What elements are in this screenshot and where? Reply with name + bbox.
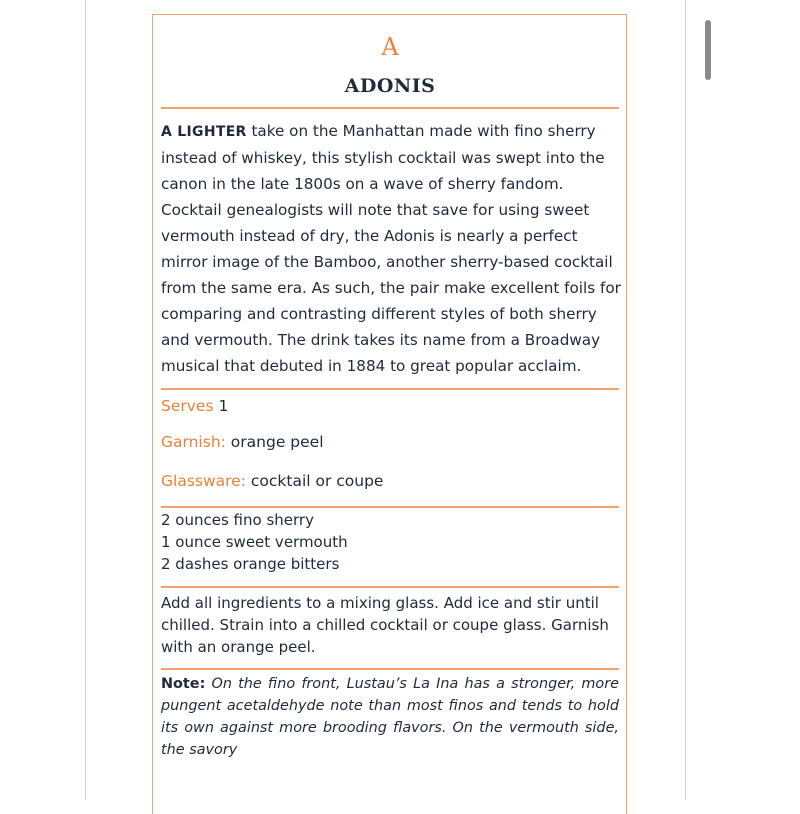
- garnish-line: [161, 431, 324, 453]
- ingredients-list: [161, 509, 348, 575]
- initial-letter-ornament: A: [381, 33, 399, 61]
- serves-label: Serves: [161, 397, 214, 415]
- intro-body: take on the Manhattan made with fino sherry instead of whiskey, this stylish cocktail was swept into the canon in the late 1800s on a wave of sherry fandom. Cocktail genealogists will note that save for using sweet vermouth instead of dry, the Adonis is nearly a perfect mirror image of the Bamboo, another sherry-based cocktail from the same era. As such, the pair make excellent foils for comparing and contrasting different styles of both sherry and vermouth. The drink takes its name from a Broadway musical that debuted in 1884 to great popular acclaim.: [161, 122, 621, 375]
- divider-title: [161, 107, 619, 109]
- divider-method: [161, 668, 619, 670]
- method-text: Add all ingredients to a mixing glass. Add ice and stir until chilled. Strain into a chilled cocktail or coupe glass. Garnish with an orange peel.: [161, 594, 609, 656]
- scrollbar-thumb[interactable]: [705, 20, 711, 80]
- serves-value: 1: [213, 397, 229, 415]
- ingredient-item: 2 dashes orange bitters: [161, 555, 340, 573]
- note-label: Note:: [161, 676, 206, 692]
- glassware-value: cocktail or coupe: [245, 472, 384, 490]
- divider-intro: [161, 388, 619, 390]
- glassware-line: [161, 470, 383, 492]
- divider-ingredients: [161, 586, 619, 588]
- garnish-value: orange peel: [225, 433, 324, 451]
- page-edge-left: [85, 0, 86, 800]
- note-text: On the fino front, Lustau’s La Ina has a stronger, more pungent acetaldehyde note than most finos and tends to hold its own against more brooding flavors. On the vermouth side, the savory: [161, 676, 619, 758]
- recipe-card: [152, 14, 627, 814]
- page-edge-right: [685, 0, 686, 800]
- serves-line: [161, 395, 228, 417]
- ingredient-item: 2 ounces fino sherry: [161, 511, 314, 529]
- garnish-label: Garnish:: [161, 433, 226, 451]
- glassware-label: Glassware:: [161, 472, 246, 490]
- intro-lead: A LIGHTER: [161, 124, 247, 140]
- recipe-title: ADONIS: [344, 75, 436, 97]
- divider-meta: [161, 506, 619, 508]
- ingredient-item: 1 ounce sweet vermouth: [161, 533, 348, 551]
- note-paragraph: [161, 673, 619, 761]
- recipe-intro: [161, 118, 623, 379]
